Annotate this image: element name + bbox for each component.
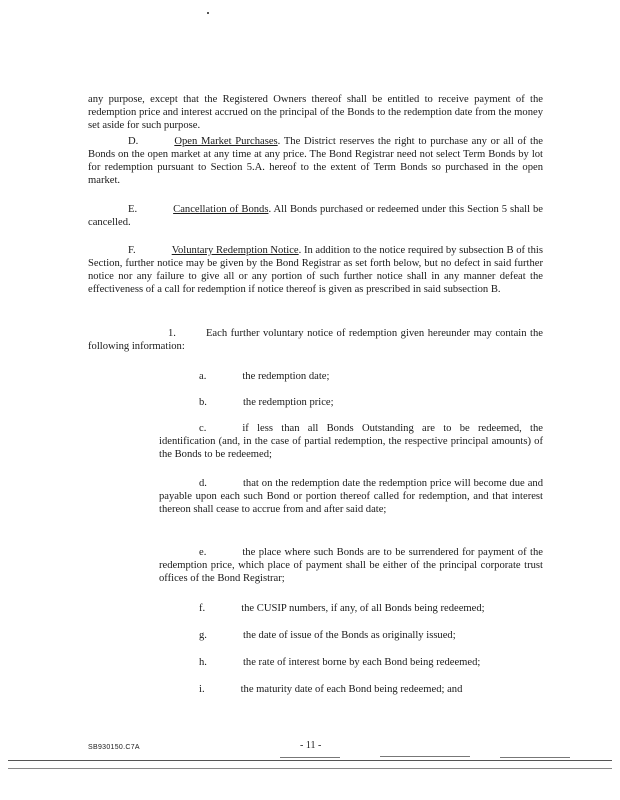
list-item-text: the CUSIP numbers, if any, of all Bonds being redeemed; [241,603,485,614]
footer-rule [8,760,612,761]
list-item-text: the maturity date of each Bond being redeemed; and [240,684,463,695]
scan-speck [500,757,570,758]
paragraph-f-heading: Voluntary Redemption Notice [171,245,299,256]
paragraph-d [88,135,543,187]
list-item-text: the rate of interest borne by each Bond being redeemed; [242,657,481,668]
paragraph-f-body: . In addition to the notice required by subsection B of this Section, further notice may be given by the Bond Registrar as set forth below, but no defect in said further notice nor any failure to give all or any portion of such further notice shall in any manner defeat the effectiveness of a call for redemption if notice thereof is given as prescribed in said subsection B. [88,245,543,295]
list-item [199,396,543,409]
list-item [199,629,543,642]
list-item-text: if less than all Bonds Outstanding are to be redeemed, the identification (and, in the case of partial redemption, the respective principal amounts) of the Bonds to be redeemed; [159,423,543,460]
paragraph-1 [88,327,543,353]
paragraph-f [88,244,543,296]
list-item-letter: i. [199,684,205,695]
paragraph-e-heading: Cancellation of Bonds [173,204,269,215]
paragraph-continuation: any purpose, except that the Registered Owners thereof shall be entitled to receive payment of the redemption price and interest accrued on the principal of the Bonds to the redemption date from the money set aside for such purpose. [88,94,543,131]
paragraph-e-letter: E. [128,204,138,215]
list-item [199,656,543,669]
paragraph-d-body: . The District reserves the right to purchase any or all of the Bonds on the open market at any time at any price. The Bond Registrar need not select Term Bonds by lot for redemption pursuant to Section 5.A. hereof to the extent of Term Bonds so purchased in the open market. [88,136,543,186]
list-item-letter: f. [199,603,206,614]
paragraph-f-letter: F. [128,245,136,256]
paragraph-e [88,203,543,229]
paragraph-d-heading: Open Market Purchases [174,136,278,147]
list-item [199,602,543,615]
paragraph-e-body: . All Bonds purchased or redeemed under this Section 5 shall be cancelled. [88,204,543,228]
list-item-text: the date of issue of the Bonds as originally issued; [242,630,456,641]
scan-speck [380,756,470,757]
list-item-letter: c. [199,423,207,434]
list-item [159,477,543,516]
list-item-letter: a. [199,371,207,382]
list-item-text: the redemption date; [242,371,330,382]
list-item-letter: d. [199,478,207,489]
footer-rule-lower [8,768,612,769]
list-item [159,422,543,461]
list-item [199,370,543,383]
list-item-text: the redemption price; [242,397,334,408]
list-item-letter: b. [199,397,207,408]
list-item [159,546,543,585]
page-number: - 11 - [300,740,322,751]
list-item [199,683,543,696]
paragraph-1-number: 1. [168,328,176,339]
list-item-text: the place where such Bonds are to be surrendered for payment of the redemption price, which place of payment shall be either of the principal corporate trust offices of the Bond Registrar; [159,547,543,584]
list-item-letter: h. [199,657,207,668]
scan-speck [280,757,340,758]
paragraph-1-body: Each further voluntary notice of redemption given hereunder may contain the following information: [88,328,543,352]
list-item-letter: e. [199,547,207,558]
list-item-letter: g. [199,630,207,641]
paragraph-d-letter: D. [128,136,139,147]
document-code: SB930150.C7A [88,744,140,751]
scan-speck [207,12,209,14]
list-item-text: that on the redemption date the redemption price will become due and payable upon each such Bond or portion thereof called for redemption, and that interest thereon shall cease to accrue from and after said date; [159,478,543,515]
